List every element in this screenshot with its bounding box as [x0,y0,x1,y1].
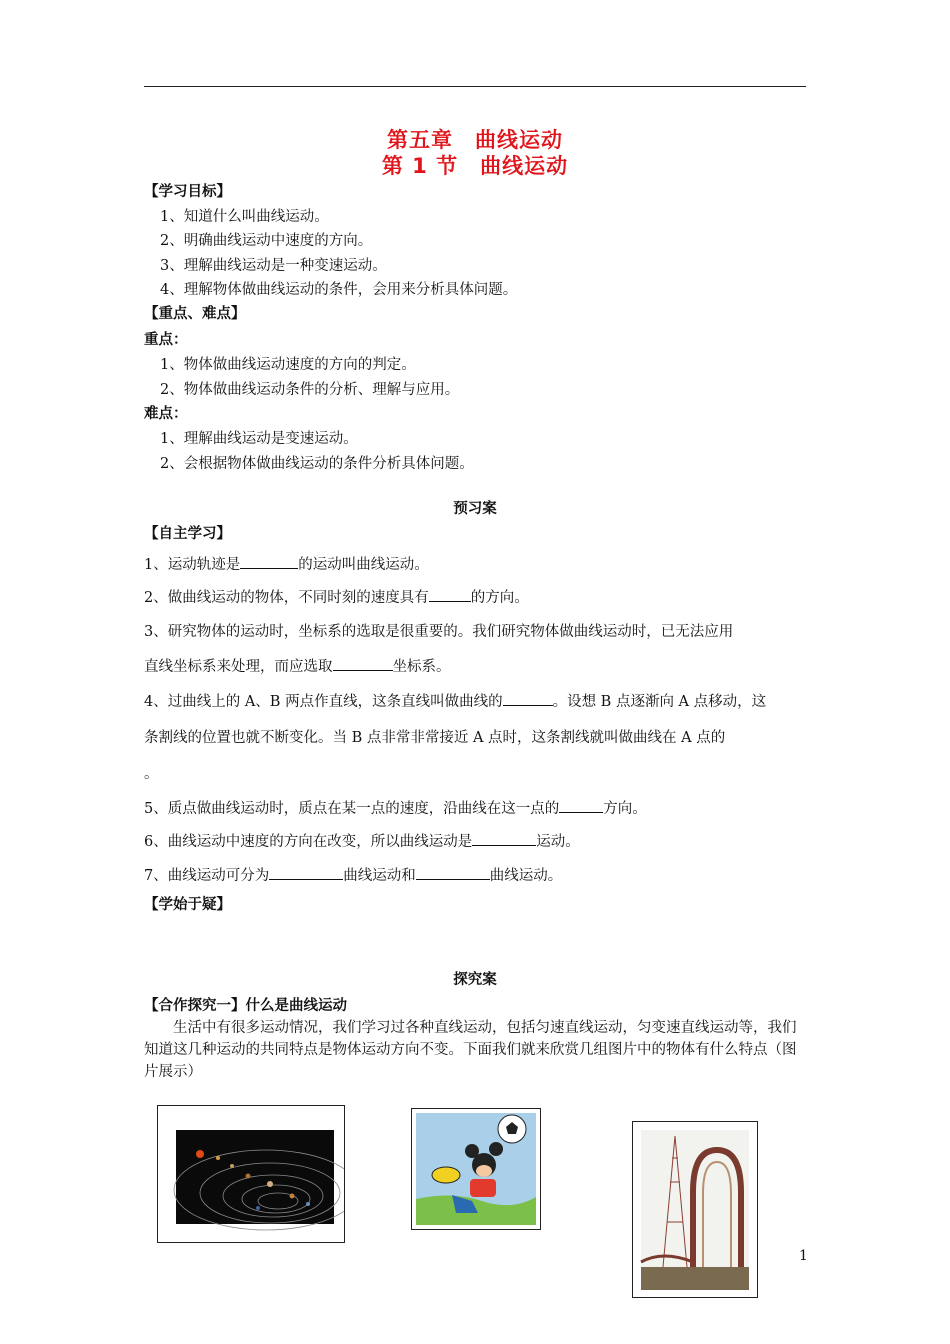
question-text: 1、运动轨迹是 [144,557,241,573]
objective-item: 1、知道什么叫曲线运动。 [160,209,329,225]
question-text: 2、做曲线运动的物体，不同时刻的速度具有 [144,590,429,606]
question-4-line-1 [144,690,766,711]
question-text: 5、质点做曲线运动时，质点在某一点的速度，沿曲线在这一点的 [144,801,560,817]
objective-item: 3、理解曲线运动是一种变速运动。 [160,258,387,274]
question-text: 7、曲线运动可分为 [144,868,270,884]
difficult-item: 1、理解曲线运动是变速运动。 [160,431,358,447]
question-1 [144,553,429,574]
answer-blank[interactable] [472,831,536,846]
preview-title: 预习案 [453,501,497,517]
answer-blank[interactable] [559,798,603,813]
key-item: 2、物体做曲线运动条件的分析、理解与应用。 [160,382,460,398]
roller-coaster-image [633,1122,757,1297]
solar-system-photo [157,1105,345,1243]
question-text: 运动。 [536,834,580,850]
key-points-heading: 【重点、难点】 [144,306,246,322]
key-item: 1、物体做曲线运动速度的方向的判定。 [160,357,416,373]
key-label: 重点： [144,332,188,348]
question-text: 。设想 B 点逐渐向 A 点移动，这 [552,694,767,710]
objective-item: 4、理解物体做曲线运动的条件，会用来分析具体问题。 [160,282,518,298]
cartoon-soccer-image [412,1109,540,1229]
difficult-label: 难点： [144,406,188,422]
question-3-line-1: 3、研究物体的运动时，坐标系的选取是很重要的。我们研究物体做曲线运动时，已无法应用 [144,624,734,640]
question-text: 4、过曲线上的 A、B 两点作直线，这条直线叫做曲线的 [144,694,503,710]
question-text: 坐标系。 [392,659,451,675]
doubt-heading: 【学始于疑】 [144,897,231,913]
explore-heading: 【合作探究一】什么是曲线运动 [144,998,347,1014]
question-7 [144,864,562,885]
explore-title: 探究案 [453,972,497,988]
question-3-line-2 [144,655,451,676]
question-5 [144,797,647,818]
question-text: 6、曲线运动中速度的方向在改变，所以曲线运动是 [144,834,473,850]
question-text: 的运动叫曲线运动。 [298,557,429,573]
objectives-heading: 【学习目标】 [144,184,231,200]
question-4-line-3: 。 [144,766,159,782]
answer-blank[interactable] [269,865,343,880]
objective-item: 2、明确曲线运动中速度的方向。 [160,233,373,249]
answer-blank[interactable] [503,691,553,706]
question-text: 直线坐标系来处理，而应选取 [144,659,333,675]
difficult-item: 2、会根据物体做曲线运动的条件分析具体问题。 [160,456,474,472]
question-text: 曲线运动和 [343,868,416,884]
question-text: 的方向。 [470,590,529,606]
chapter-title: 第五章 曲线运动 [387,128,563,152]
self-study-heading: 【自主学习】 [144,526,231,542]
page-number: 1 [799,1248,808,1264]
question-text: 方向。 [603,801,647,817]
answer-blank[interactable] [240,554,298,569]
question-6 [144,830,580,851]
roller-coaster-photo [632,1121,758,1298]
answer-blank[interactable] [333,656,393,671]
explore-paragraph: 生活中有很多运动情况，我们学习过各种直线运动，包括匀速直线运动，匀变速直线运动等，我们知道这几种运动的共同特点是物体运动方向不变。下面我们就来欣赏几组图片中的物体有什么特点（图片展示） [144,1020,797,1080]
header-rule [144,86,806,87]
cartoon-soccer-photo [411,1108,541,1230]
answer-blank[interactable] [429,587,471,602]
question-2 [144,586,529,607]
question-4-line-2: 条割线的位置也就不断变化。当 B 点非常非常接近 A 点时，这条割线就叫做曲线在 A 点的 [144,730,726,746]
section-title: 第 1 节 曲线运动 [381,154,569,178]
answer-blank[interactable] [416,865,490,880]
solar-system-image [158,1106,344,1242]
question-text: 曲线运动。 [489,868,563,884]
